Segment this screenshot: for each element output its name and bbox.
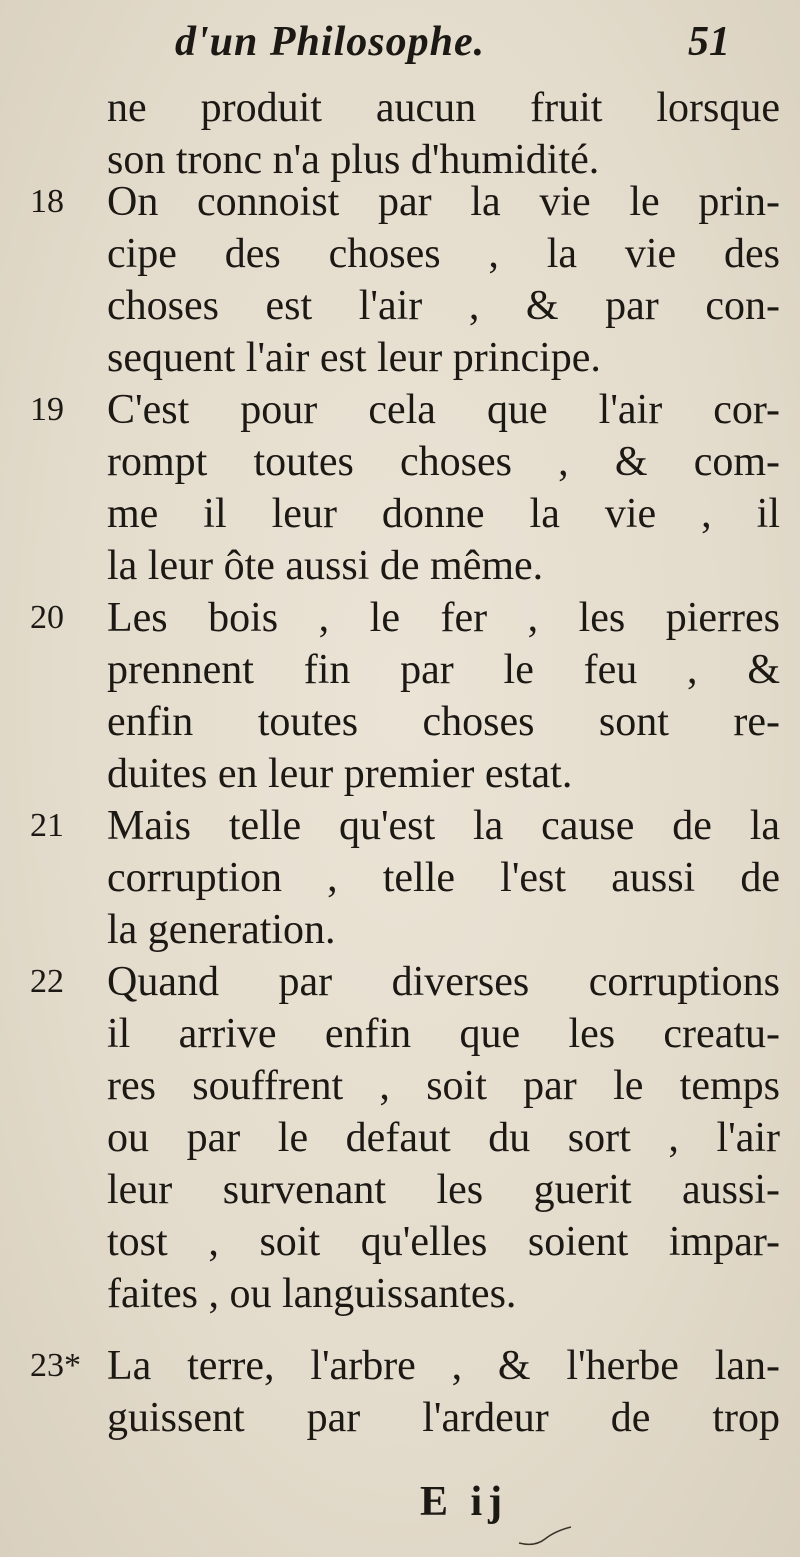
paragraph-number: 19 xyxy=(30,391,64,428)
line-text: sequent l'air est leur principe. xyxy=(107,335,601,381)
text-line xyxy=(0,954,800,1010)
text-line xyxy=(0,382,800,438)
text-line xyxy=(0,174,800,230)
line-text: la leur ôte aussi de même. xyxy=(107,543,544,589)
text-line xyxy=(0,1266,800,1322)
line-text: ou par le defaut du sort , l'air xyxy=(107,1115,780,1161)
line-text: ne produit aucun fruit lorsque xyxy=(107,85,780,131)
line-text: me il leur donne la vie , il xyxy=(107,491,780,537)
text-line xyxy=(0,226,800,282)
line-text: tost , soit qu'elles soient impar- xyxy=(107,1219,780,1265)
page-header xyxy=(0,18,800,78)
line-text: son tronc n'a plus d'humidité. xyxy=(107,137,600,183)
text-line xyxy=(0,1390,800,1446)
line-text: il arrive enfin que les creatu- xyxy=(107,1011,780,1057)
text-line xyxy=(0,80,800,136)
line-text: faites , ou languissantes. xyxy=(107,1271,517,1317)
line-text: duites en leur premier estat. xyxy=(107,751,573,797)
text-line xyxy=(0,798,800,854)
ink-mark xyxy=(515,1525,575,1547)
text-line xyxy=(0,486,800,542)
line-text: choses est l'air , & par con- xyxy=(107,283,780,329)
line-text: enfin toutes choses sont re- xyxy=(107,699,780,745)
line-text: Quand par diverses corruptions xyxy=(107,959,780,1005)
line-text: La terre, l'arbre , & l'herbe lan- xyxy=(107,1343,780,1389)
line-text: cipe des choses , la vie des xyxy=(107,231,780,277)
paragraph-number: 20 xyxy=(30,599,64,636)
paragraph-number: 18 xyxy=(30,183,64,220)
running-head: d'un Philosophe. xyxy=(175,19,486,65)
text-line xyxy=(0,330,800,386)
text-line xyxy=(0,642,800,698)
line-text: guissent par l'ardeur de trop xyxy=(107,1395,780,1441)
line-text: leur survenant les guerit aussi- xyxy=(107,1167,780,1213)
paragraph-number: 23* xyxy=(30,1347,81,1384)
line-text: la generation. xyxy=(107,907,336,953)
line-text: corruption , telle l'est aussi de xyxy=(107,855,780,901)
line-text: Mais telle qu'est la cause de la xyxy=(107,803,780,849)
text-line xyxy=(0,1162,800,1218)
paragraph-number: 22 xyxy=(30,963,64,1000)
page-number: 51 xyxy=(688,19,730,65)
text-line xyxy=(0,278,800,334)
signature-mark: E ij xyxy=(420,1479,509,1525)
text-line xyxy=(0,1058,800,1114)
line-text: C'est pour cela que l'air cor- xyxy=(107,387,780,433)
text-line xyxy=(0,902,800,958)
text-line xyxy=(0,590,800,646)
text-line xyxy=(0,850,800,906)
text-line xyxy=(0,1006,800,1062)
text-line xyxy=(0,1214,800,1270)
text-line xyxy=(0,746,800,802)
text-line xyxy=(0,1110,800,1166)
line-text: On connoist par la vie le prin- xyxy=(107,179,780,225)
text-line xyxy=(0,538,800,594)
text-line xyxy=(0,1338,800,1394)
paragraph-number: 21 xyxy=(30,807,64,844)
text-line xyxy=(0,694,800,750)
line-text: rompt toutes choses , & com- xyxy=(107,439,780,485)
line-text: prennent fin par le feu , & xyxy=(107,647,780,693)
line-text: res souffrent , soit par le temps xyxy=(107,1063,780,1109)
line-text: Les bois , le fer , les pierres xyxy=(107,595,780,641)
text-line xyxy=(0,434,800,490)
